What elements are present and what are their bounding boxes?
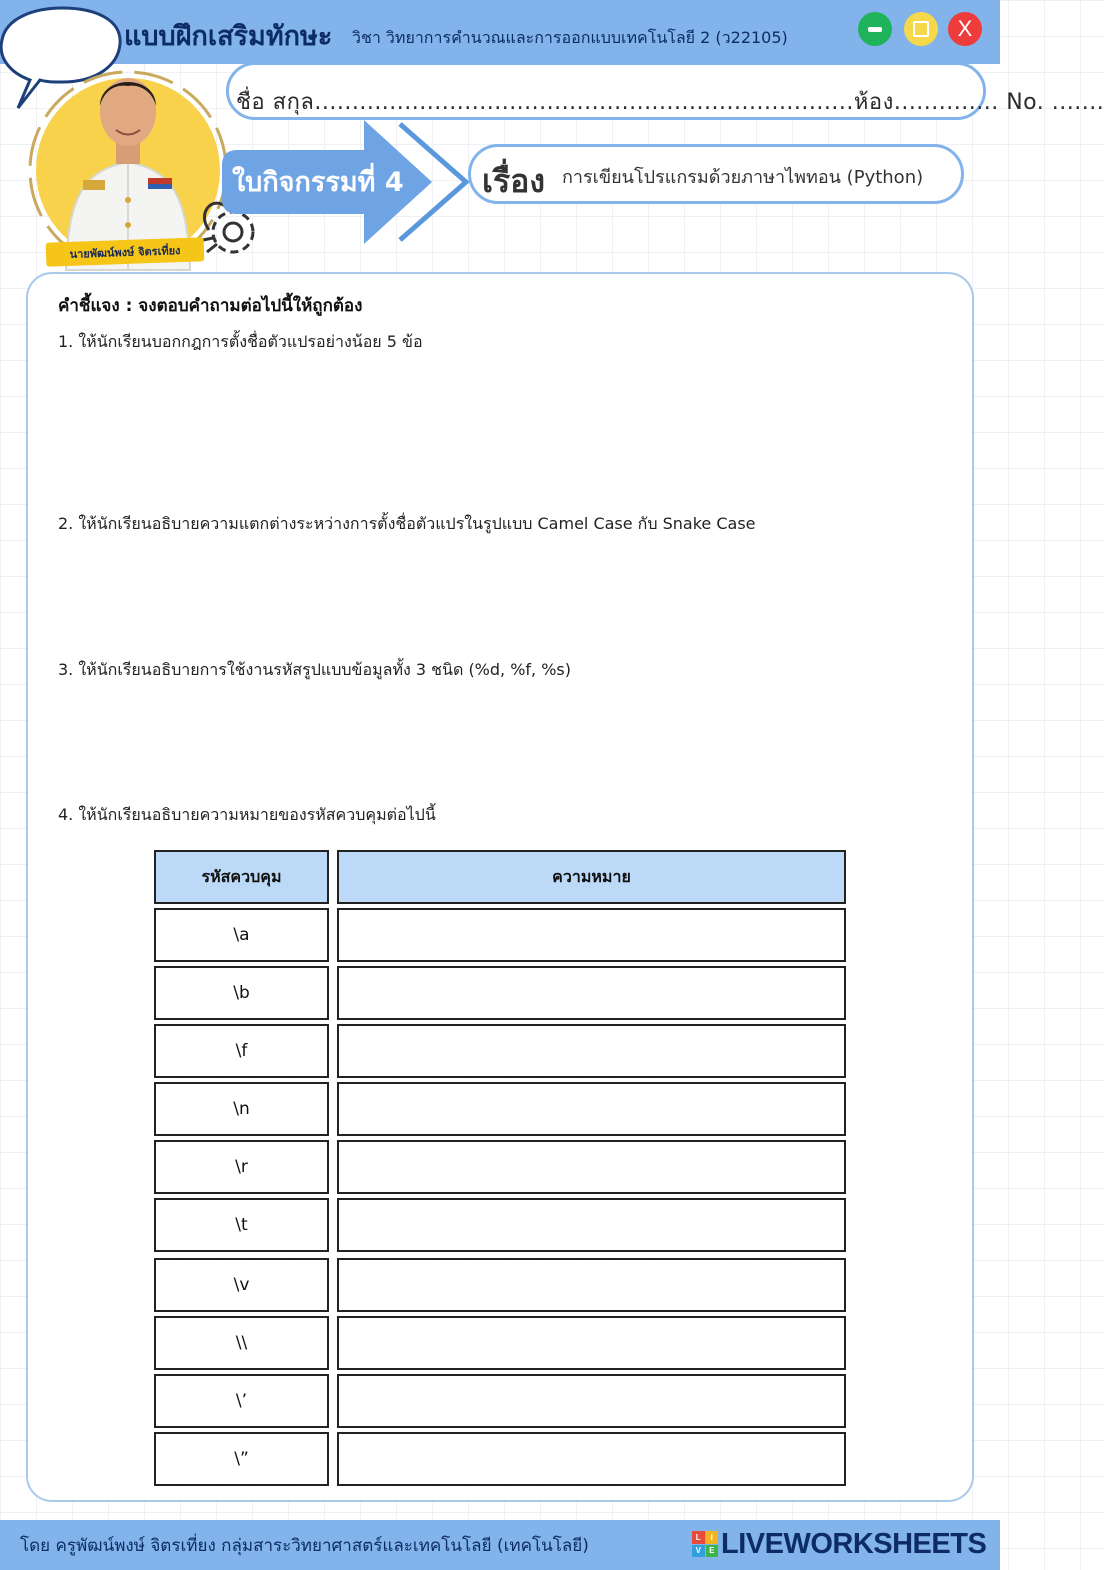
maximize-icon xyxy=(904,12,938,46)
activity-label: ใบกิจกรรมที่ 4 xyxy=(232,167,404,198)
badge-letter: V xyxy=(692,1545,705,1558)
close-label: X xyxy=(957,16,973,41)
teacher-nameplate: นายพัฒน์พงษ์ จิตรเที่ยง xyxy=(46,237,205,266)
meaning-answer-cell[interactable] xyxy=(337,1316,846,1370)
liveworksheets-wordmark: LIVEWORKSHEETS xyxy=(721,1527,987,1560)
meaning-answer-cell[interactable] xyxy=(337,1198,846,1252)
table-row xyxy=(154,1082,846,1136)
page-title: แบบฝึกเสริมทักษะ xyxy=(124,21,333,52)
code-cell: \b xyxy=(154,966,329,1020)
close-icon xyxy=(948,12,982,46)
code-cell: \’ xyxy=(154,1374,329,1428)
meaning-answer-cell[interactable] xyxy=(337,966,846,1020)
question-3: 3. ให้นักเรียนอธิบายการใช้งานรหัสรูปแบบข้อมูลทั้ง 3 ชนิด (%d, %f, %s) xyxy=(58,660,571,679)
student-info-line: ชื่อ สกุล........................................................................ห้อง.............. No. ....... xyxy=(236,90,1104,115)
liveworksheets-logo[interactable] xyxy=(692,1528,986,1560)
code-cell: \n xyxy=(154,1082,329,1136)
table-row xyxy=(154,908,846,962)
code-cell: \t xyxy=(154,1198,329,1252)
table-row xyxy=(154,1316,846,1370)
table-row xyxy=(154,1258,846,1312)
table-row xyxy=(154,1198,846,1252)
code-cell: \r xyxy=(154,1140,329,1194)
code-cell: \v xyxy=(154,1258,329,1312)
code-cell: \f xyxy=(154,1024,329,1078)
meaning-answer-cell[interactable] xyxy=(337,908,846,962)
code-cell: \” xyxy=(154,1432,329,1486)
header-meaning: ความหมาย xyxy=(337,850,846,904)
course-subtitle: วิชา วิทยาการคำนวณและการออกแบบเทคโนโลยี 2 (ว22105) xyxy=(352,28,788,47)
minimize-icon xyxy=(858,12,892,46)
question-4: 4. ให้นักเรียนอธิบายความหมายของรหัสควบคุมต่อไปนี้ xyxy=(58,805,436,824)
table-row xyxy=(154,1374,846,1428)
table-row xyxy=(154,966,846,1020)
table-row xyxy=(154,1432,846,1486)
badge-letter: E xyxy=(706,1545,719,1558)
instructions: คำชี้แจง : จงตอบคำถามต่อไปนี้ให้ถูกต้อง xyxy=(58,296,363,316)
meaning-answer-cell[interactable] xyxy=(337,1082,846,1136)
meaning-answer-cell[interactable] xyxy=(337,1140,846,1194)
question-1: 1. ให้นักเรียนบอกกฎการตั้งชื่อตัวแปรอย่างน้อย 5 ข้อ xyxy=(58,332,423,351)
table-row xyxy=(154,1140,846,1194)
badge-letter: L xyxy=(692,1531,705,1544)
question-2: 2. ให้นักเรียนอธิบายความแตกต่างระหว่างการตั้งชื่อตัวแปรในรูปแบบ Camel Case กับ Snake Case xyxy=(58,514,756,533)
liveworksheets-badge-icon xyxy=(692,1531,718,1557)
meaning-answer-cell[interactable] xyxy=(337,1258,846,1312)
code-cell: \\ xyxy=(154,1316,329,1370)
topic-text: การเขียนโปรแกรมด้วยภาษาไพทอน (Python) xyxy=(562,167,924,188)
meaning-answer-cell[interactable] xyxy=(337,1432,846,1486)
header-code: รหัสควบคุม xyxy=(154,850,329,904)
code-cell: \a xyxy=(154,908,329,962)
footer-credit: โดย ครูพัฒน์พงษ์ จิตรเที่ยง กลุ่มสาระวิทยาศาสตร์และเทคโนโลยี (เทคโนโลยี) xyxy=(20,1536,589,1556)
meaning-answer-cell[interactable] xyxy=(337,1024,846,1078)
table-row xyxy=(154,1024,846,1078)
table-header-row xyxy=(154,850,846,904)
meaning-answer-cell[interactable] xyxy=(337,1374,846,1428)
topic-label: เรื่อง xyxy=(482,162,545,200)
badge-letter: I xyxy=(706,1531,719,1544)
